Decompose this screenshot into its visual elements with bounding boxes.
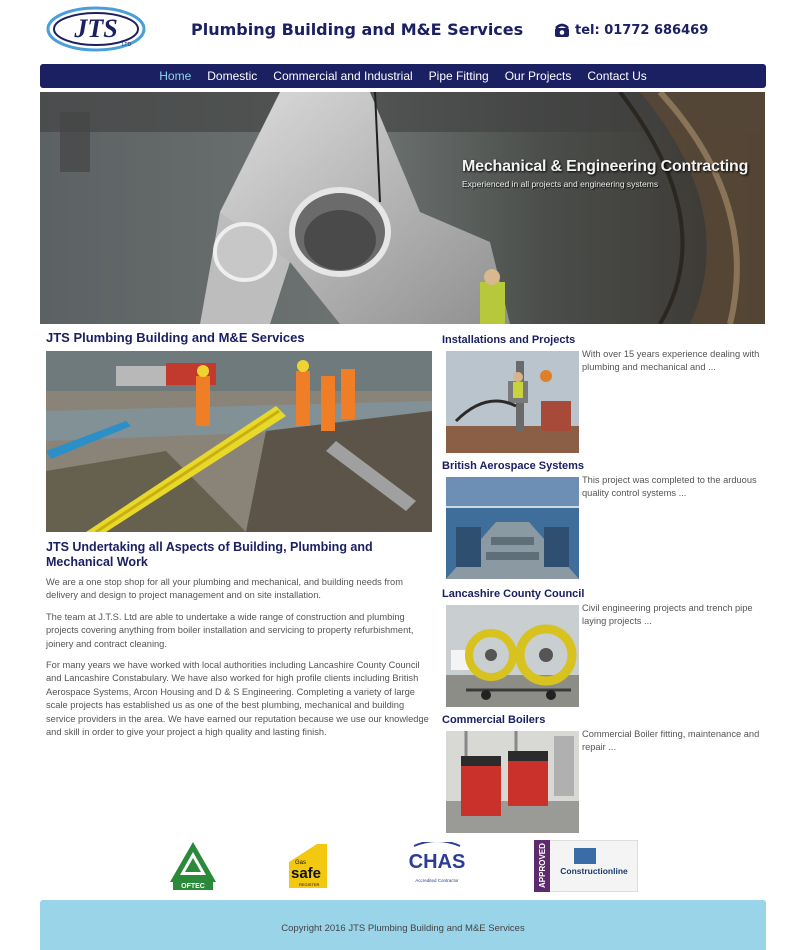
nav-commercial-industrial[interactable]: Commercial and Industrial <box>273 69 413 83</box>
project-title[interactable]: Lancashire County Council <box>442 588 585 600</box>
aerospace-photo[interactable] <box>446 477 579 579</box>
phone-number[interactable] <box>554 22 708 38</box>
project-description: This project was completed to the arduous quality control systems ... <box>582 475 757 499</box>
copyright-text: Copyright 2016 JTS Plumbing Building and M&E Services <box>281 923 525 934</box>
telephone-icon <box>554 22 570 38</box>
svg-text:OFTEC: OFTEC <box>181 883 205 890</box>
oftec-logo[interactable] <box>170 842 216 890</box>
site-header <box>40 0 766 62</box>
nav-domestic[interactable]: Domestic <box>207 69 258 83</box>
paragraph-clients: For many years we have worked with local authorities including Lancashire County Council and Lancashire Constabulary. We have also worked for high profile clients including British Aerospace Systems, Arcon Housing and D & S Engineering. Completing a variety of large scale projects has established us as one of the best plumbing, mechanical and building service providers in the area. We have earned our reputation because we use our knowledge and skill in order to give your project a high quality and lasting finish. <box>46 660 429 738</box>
paragraph-team: The team at J.T.S. Ltd are able to undertake a wide range of construction and plumbing projects covering anything from boiler installation and servicing to property refurbishment, joinery and contract cleaning. <box>46 611 414 649</box>
site-title: Plumbing Building and M&E Services <box>191 20 524 39</box>
paragraph-intro: We are a one stop shop for all your plumbing and mechanical, and building needs from delivery and design to project management and on site installation. <box>46 577 403 601</box>
project-title[interactable]: Commercial Boilers <box>442 714 546 726</box>
main-subheading: JTS Undertaking all Aspects of Building, Plumbing and Mechanical Work <box>46 540 373 569</box>
main-heading: JTS Plumbing Building and M&E Services <box>46 330 305 345</box>
hero-subtitle: Experienced in all projects and engineering systems <box>462 179 659 189</box>
hero-image <box>40 92 765 324</box>
main-content <box>46 330 436 739</box>
project-item[interactable] <box>442 330 762 456</box>
svg-text:safe: safe <box>291 865 322 882</box>
boilers-photo[interactable] <box>446 731 579 833</box>
chas-logo[interactable] <box>408 842 466 890</box>
svg-text:Constructionline: Constructionline <box>560 866 628 876</box>
projects-list <box>442 330 762 836</box>
gas-safe-logo[interactable] <box>287 842 329 890</box>
nav-contact-us[interactable]: Contact Us <box>587 69 647 83</box>
pipe-laying-photo <box>46 351 432 532</box>
project-description: With over 15 years experience dealing with plumbing and mechanical and ... <box>582 349 760 373</box>
project-title[interactable]: British Aerospace Systems <box>442 460 585 472</box>
logo-sub: LTD <box>122 42 132 48</box>
svg-text:CHAS: CHAS <box>408 851 466 873</box>
project-item[interactable] <box>442 584 762 710</box>
accreditation-logos <box>40 838 766 894</box>
council-photo[interactable] <box>446 605 579 707</box>
constructionline-logo[interactable] <box>534 840 638 892</box>
installations-photo[interactable] <box>446 351 579 453</box>
jts-logo[interactable] <box>46 6 146 52</box>
logo-text: JTS <box>74 14 118 43</box>
main-navigation <box>40 64 766 88</box>
svg-text:Accredited Contractor: Accredited Contractor <box>415 878 459 883</box>
svg-text:APPROVED: APPROVED <box>538 843 547 888</box>
site-footer <box>40 900 766 950</box>
svg-text:Gas: Gas <box>295 860 307 866</box>
nav-home[interactable]: Home <box>159 69 192 83</box>
project-item[interactable] <box>442 710 762 836</box>
hero-banner <box>40 92 765 324</box>
phone-label: tel: 01772 686469 <box>575 22 709 38</box>
project-item[interactable] <box>442 456 762 584</box>
hero-title: Mechanical & Engineering Contracting <box>462 158 749 175</box>
project-description: Commercial Boiler fitting, maintenance and repair ... <box>582 729 760 753</box>
nav-our-projects[interactable]: Our Projects <box>504 69 572 83</box>
nav-pipe-fitting[interactable]: Pipe Fitting <box>428 69 489 83</box>
project-title[interactable]: Installations and Projects <box>442 334 576 346</box>
svg-text:REGISTER: REGISTER <box>299 882 320 887</box>
project-description: Civil engineering projects and trench pipe laying projects ... <box>582 603 753 627</box>
